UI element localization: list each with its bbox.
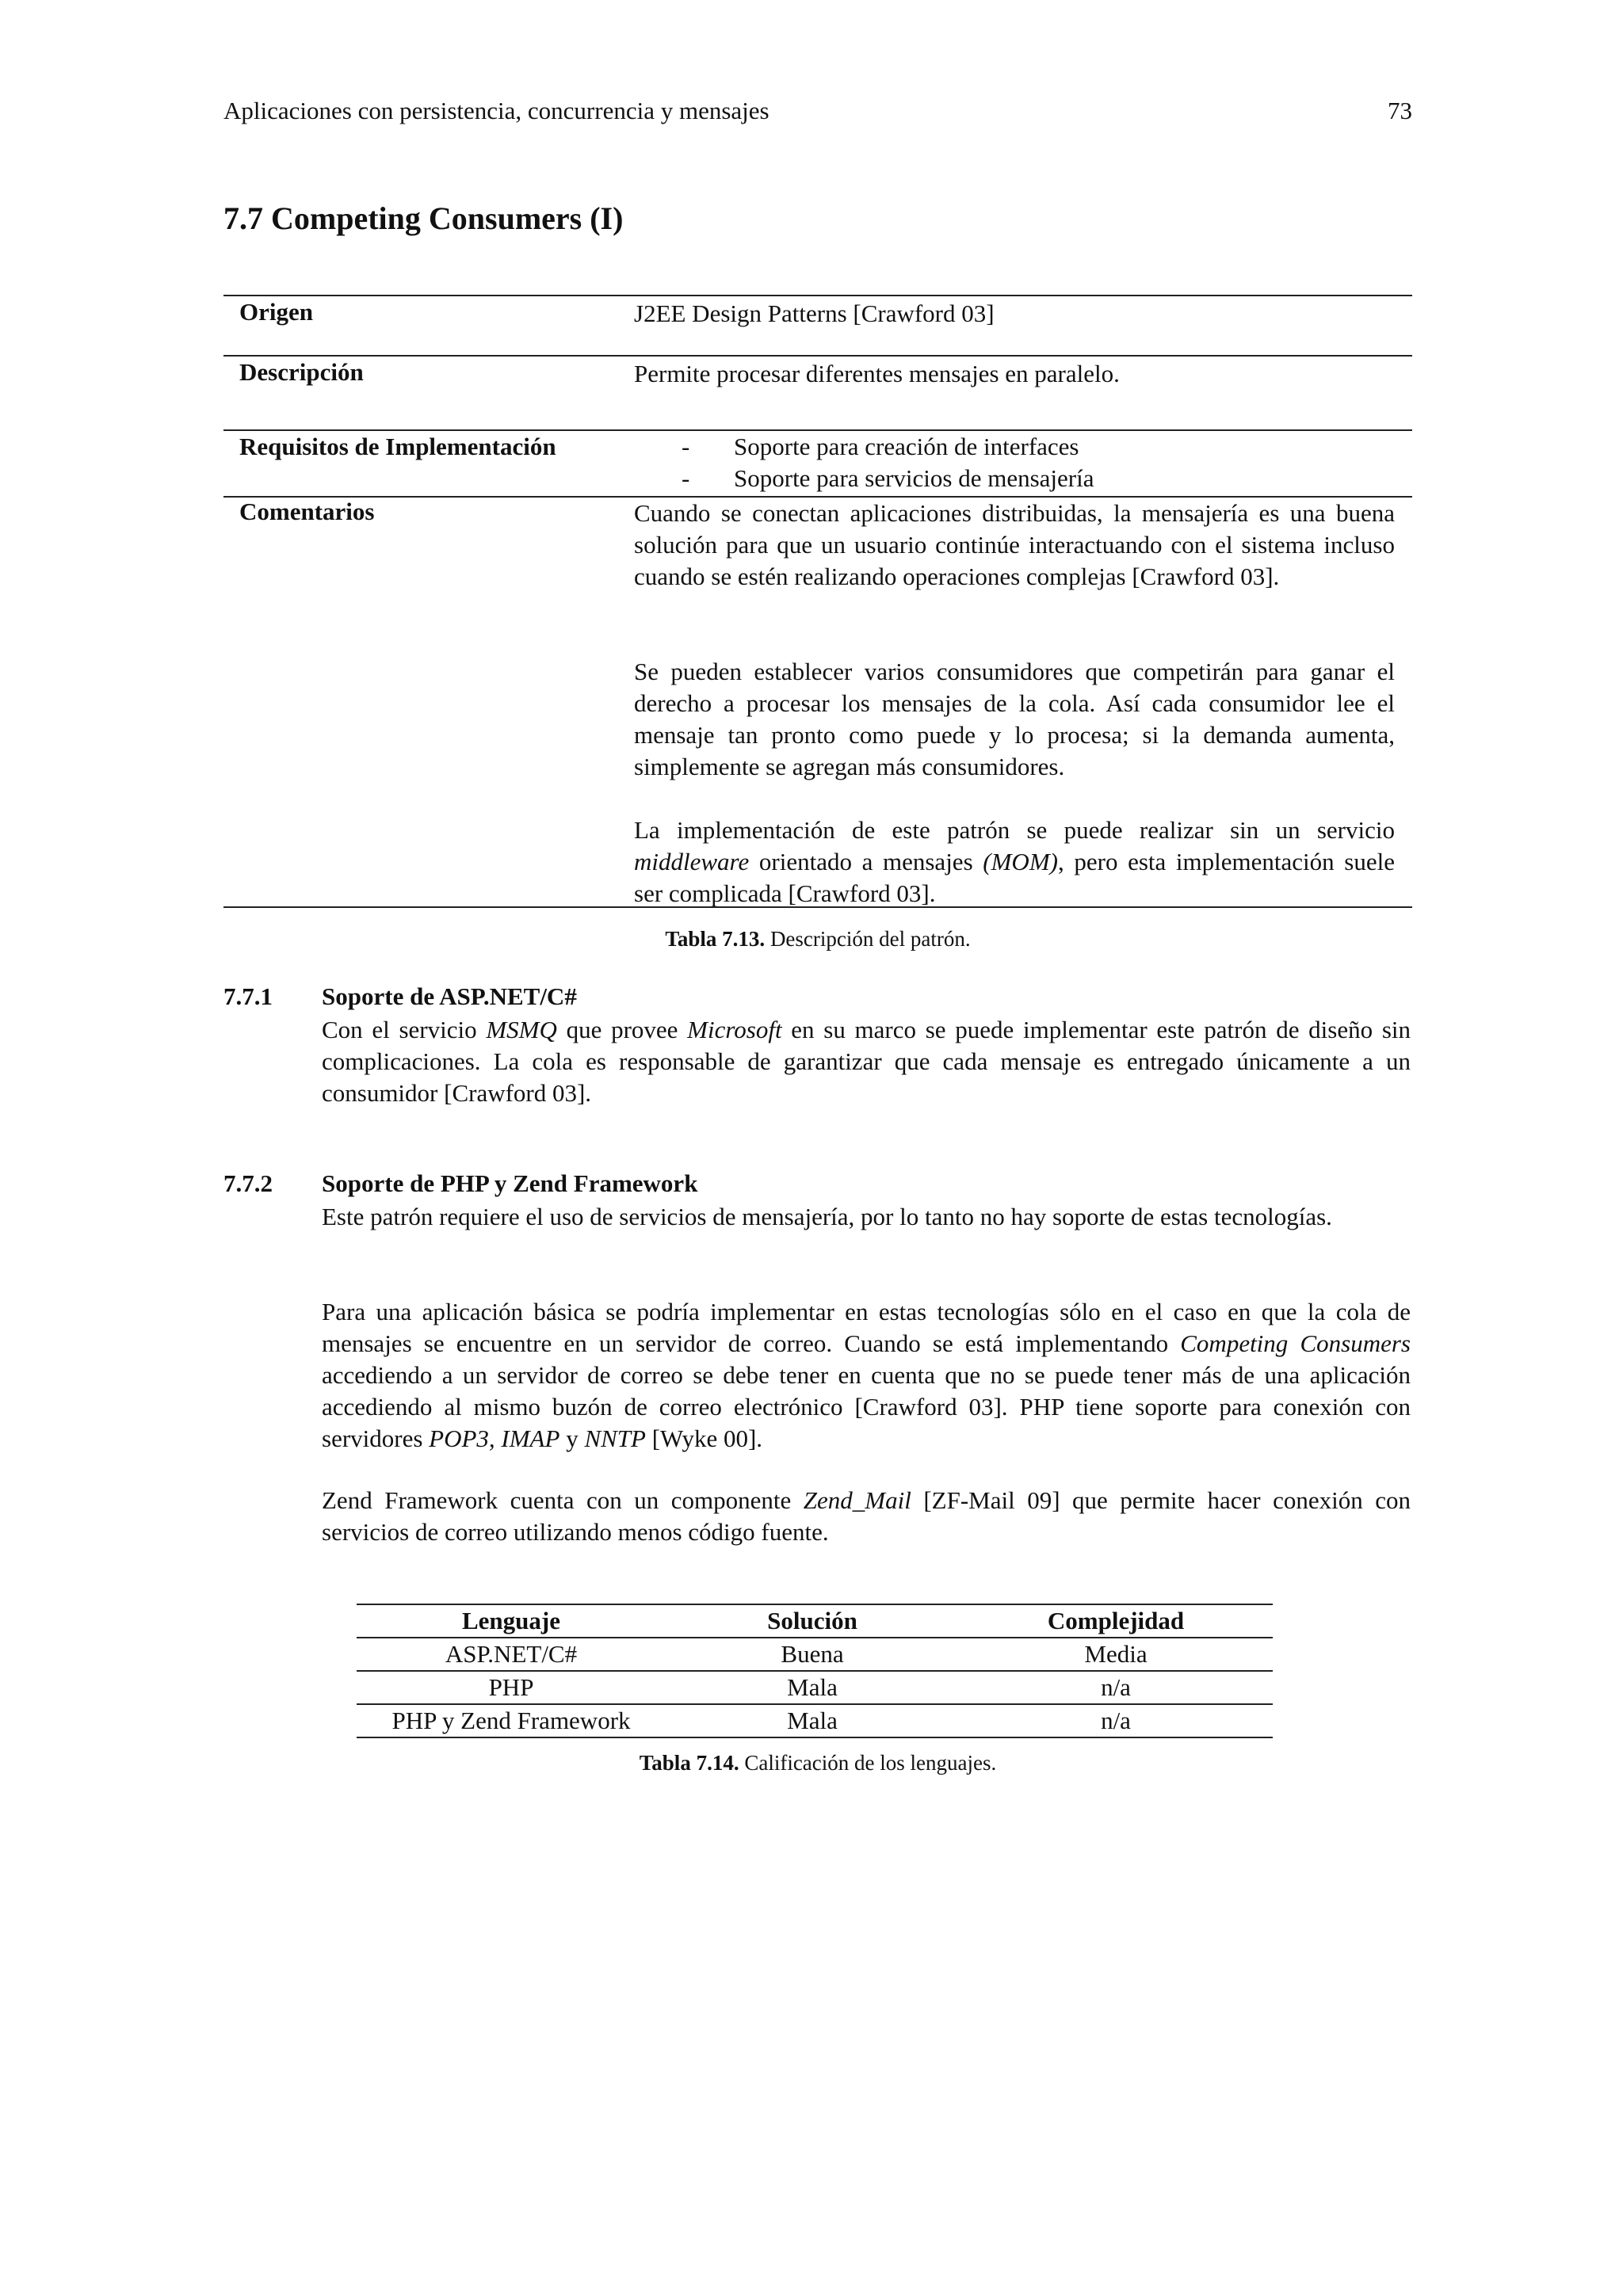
table-cell: n/a: [959, 1704, 1273, 1737]
row-label-origen: Origen: [239, 298, 313, 326]
page-number: 73: [1388, 97, 1412, 124]
table-cell: Mala: [666, 1671, 959, 1704]
table-cell: Buena: [666, 1638, 959, 1671]
table-cell: PHP y Zend Framework: [357, 1704, 666, 1737]
row-label-requisitos: Requisitos de Implementación: [239, 433, 556, 460]
table-rule: [223, 355, 1412, 357]
row-value-descripcion: Permite procesar diferentes mensajes en paralelo.: [634, 360, 1120, 387]
subsection-paragraph: Este patrón requiere el uso de servicios de mensajería, por lo tanto no hay soporte de estas tecnologías.: [322, 1203, 1332, 1230]
comentarios-paragraph-3: La implementación de este patrón se puede realizar sin un servicio middleware orientado a mensajes (MOM), pero esta implementación suele ser complicada [Crawford 03].: [634, 816, 1395, 907]
subsection-paragraph: Con el servicio MSMQ que provee Microsoft en su marco se puede implementar este patrón de diseño sin complicaciones. La cola es responsable de garantizar que cada mensaje es entregado únicamente a un consumidor [Crawford 03].: [322, 1016, 1411, 1107]
comentarios-paragraph-1: Cuando se conectan aplicaciones distribuidas, la mensajería es una buena solución para que un usuario continúe interactuando con el sistema incluso cuando se estén realizando operaciones complejas [Crawford 03].: [634, 499, 1395, 590]
subsection-paragraph: Zend Framework cuenta con un componente Zend_Mail [ZF-Mail 09] que permite hacer conexión con servicios de correo utilizando menos código fuente.: [322, 1486, 1411, 1546]
table-rule-top: [223, 295, 1412, 296]
table-rule-bottom: [223, 906, 1412, 908]
row-label-descripcion: Descripción: [239, 358, 364, 386]
table-rule: [223, 429, 1412, 431]
column-header: Lenguaje: [357, 1604, 666, 1638]
table-cell: ASP.NET/C#: [357, 1638, 666, 1671]
subsection-number: 7.7.1: [223, 982, 273, 1010]
subsection-paragraph: Para una aplicación básica se podría implementar en estas tecnologías sólo en el caso en que la cola de mensajes se encuentre en un servidor de correo. Cuando se está implementando Competing Consumers accediendo a un servidor de correo se debe tener en cuenta que no se puede tener más de una aplicación accediendo al mismo buzón de correo electrónico [Crawford 03]. PHP tiene soporte para conexión con servidores POP3, IMAP y NNTP [Wyke 00].: [322, 1298, 1411, 1452]
rating-table: [357, 1604, 1273, 1738]
table-header-row: [357, 1604, 1273, 1638]
comentarios-paragraph-2: Se pueden establecer varios consumidores que competirán para ganar el derecho a procesar los mensajes de la cola. Así cada consumidor lee el mensaje tan pronto como puede y lo procesa; si la demanda aumenta, simplemente se agregan más consumidores.: [634, 658, 1395, 780]
table-cell: n/a: [959, 1671, 1273, 1704]
section-title: 7.7 Competing Consumers (I): [223, 200, 624, 236]
table-caption-7-13: Tabla 7.13. Descripción del patrón.: [665, 927, 971, 951]
table-row: [357, 1704, 1273, 1737]
column-header: Solución: [666, 1604, 959, 1638]
running-head: Aplicaciones con persistencia, concurrencia y mensajes: [223, 97, 769, 124]
column-header: Complejidad: [959, 1604, 1273, 1638]
table-row: [357, 1671, 1273, 1704]
row-label-comentarios: Comentarios: [239, 498, 375, 525]
table-cell: Mala: [666, 1704, 959, 1737]
subsection-title: Soporte de PHP y Zend Framework: [322, 1169, 698, 1197]
subsection-number: 7.7.2: [223, 1169, 273, 1197]
subsection-title: Soporte de ASP.NET/C#: [322, 982, 577, 1010]
table-cell: Media: [959, 1638, 1273, 1671]
row-value-origen: J2EE Design Patterns [Crawford 03]: [634, 299, 995, 327]
table-row: [357, 1638, 1273, 1671]
table-cell: PHP: [357, 1671, 666, 1704]
table-caption-7-14: Tabla 7.14. Calificación de los lenguajes.: [639, 1751, 997, 1775]
document-page: Aplicaciones con persistencia, concurrencia y mensajes 73 7.7 Competing Consumers (I) Origen J2EE Design Patterns [Crawford 03] Descripción Permite procesar diferentes mensajes en paralelo. Requisitos de Implementación - Soporte para creación de interfaces - Soporte para servicios de mensajería Comentarios Cuando se conectan aplicaciones distribuidas, la mensajería es una buena solución para que un usuario continúe interactuando con el sistema incluso cuando se estén realizando operaciones complejas [Crawford 03]. Se pueden establecer varios consumidores que competirán para ganar el derecho a procesar los mensajes de la cola. Así cada consumidor lee el mensaje tan pronto como puede y lo procesa; si la demanda aumenta, simplemente se agregan más consumidores. La implementación de este patrón se puede realizar sin un servicio middleware orientado a mensajes (MOM), pero esta implementación suele ser complicada [Crawford 03]. Tabla 7.13. Descripción del patrón. 7.7.1 Soporte de ASP.NET/C# Con el servicio MSMQ que provee Microsoft en su marco se puede implementar este patrón de diseño sin complicaciones. La cola es responsable de garantizar que cada mensaje es entregado únicamente a un consumidor [Crawford 03]. 7.7.2 Soporte de PHP y Zend Framework Este patrón requiere el uso de servicios de mensajería, por lo tanto no hay soporte de estas tecnologías. Para una aplicación básica se podría implementar en estas tecnologías sólo en el caso en que la cola de mensajes se encuentre en un servidor de correo. Cuando se está implementando Competing Consumers accediendo a un servidor de correo se debe tener en cuenta que no se puede tener más de una aplicación accediendo al mismo buzón de correo electrónico [Crawford 03]. PHP tiene soporte para conexión con servidores POP3, IMAP y NNTP [Wyke 00]. Zend Framework cuenta con un componente Zend_Mail [ZF-Mail 09] que permite hacer conexión con servicios de correo utilizando menos código fuente. Lenguaje Solución Complejidad ASP.NET/C# Buena Media PHP Mala n/a PHP y Zend Framework Mala n/a Tabla 7.14. Calificación de los lenguajes.: [223, 97, 1412, 1775]
